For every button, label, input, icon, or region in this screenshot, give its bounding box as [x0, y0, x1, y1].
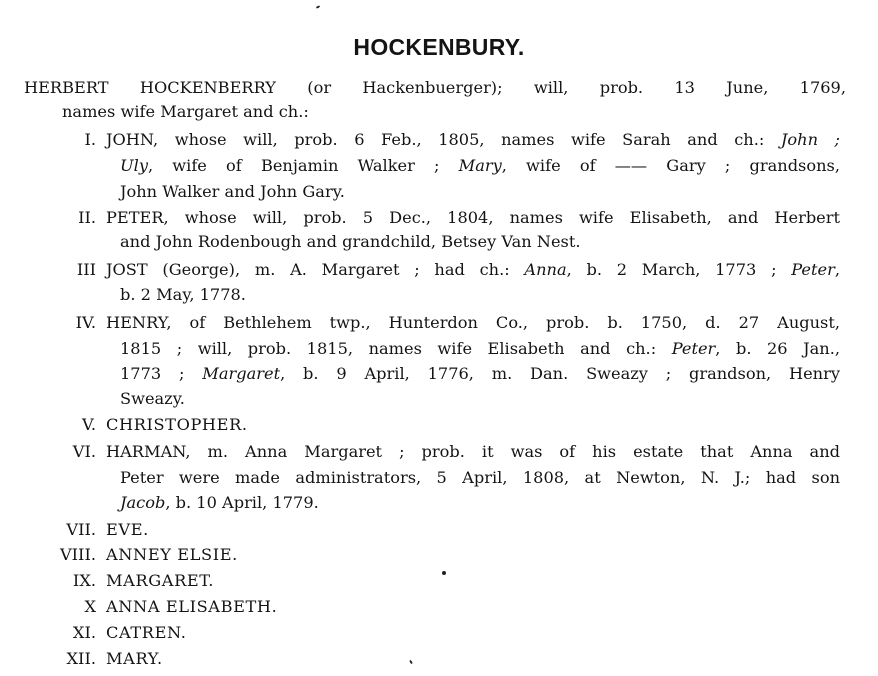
child-line: MARY. — [106, 649, 163, 668]
child-numeral: IX. — [72, 571, 96, 590]
child-line: ANNEY ELSIE. — [106, 545, 238, 564]
child-line: Jacob, b. 10 April, 1779. — [120, 493, 319, 512]
scan-speck — [442, 571, 446, 575]
child-numeral: VII. — [66, 520, 96, 539]
child-line: JOHN, whose will, prob. 6 Feb., 1805, names wife Sarah and ch.: John ; — [106, 130, 841, 149]
child-numeral: VIII. — [59, 545, 96, 564]
child-line: and John Rodenbough and grandchild, Betsey Van Nest. — [120, 232, 581, 251]
child-line: Peter were made administrators, 5 April, 1808, at Newton, N. J.; had son — [120, 468, 840, 487]
child-line: CHRISTOPHER. — [106, 415, 248, 434]
child-line: 1773 ; Margaret, b. 9 April, 1776, m. Dan. Sweazy ; grandson, Henry — [120, 364, 840, 383]
child-numeral: V. — [81, 415, 96, 434]
child-line: CATREN. — [106, 623, 187, 642]
intro-line-1: HERBERT HOCKENBERRY (or Hackenbuerger); will, prob. 13 June, 1769, — [24, 78, 846, 97]
child-numeral: X — [84, 597, 96, 616]
child-line: ANNA ELISABETH. — [106, 597, 278, 616]
child-numeral: IV. — [75, 313, 96, 332]
child-line: HENRY, of Bethlehem twp., Hunterdon Co., prob. b. 1750, d. 27 August, — [106, 313, 840, 332]
child-numeral: I. — [84, 130, 96, 149]
scan-speck — [409, 660, 413, 664]
child-line: PETER, whose will, prob. 5 Dec., 1804, names wife Elisabeth, and Herbert — [106, 208, 840, 227]
child-numeral: II. — [78, 208, 96, 227]
child-numeral: XII. — [66, 649, 96, 668]
child-numeral: III — [76, 260, 96, 279]
scan-speck — [316, 5, 320, 9]
child-line: HARMAN, m. Anna Margaret ; prob. it was of his estate that Anna and — [106, 442, 840, 461]
child-line: 1815 ; will, prob. 1815, names wife Elisabeth and ch.: Peter, b. 26 Jan., — [120, 339, 841, 358]
child-line: Sweazy. — [120, 389, 185, 408]
child-numeral: XI. — [72, 623, 96, 642]
child-line: Uly, wife of Benjamin Walker ; Mary, wife of —— Gary ; grandsons, — [120, 156, 840, 175]
child-line: MARGARET. — [106, 571, 215, 590]
child-line: EVE. — [106, 520, 149, 539]
intro-line-2: names wife Margaret and ch.: — [62, 102, 309, 121]
page-title: HOCKENBURY. — [353, 34, 525, 60]
child-line: b. 2 May, 1778. — [120, 285, 246, 304]
child-line: JOST (George), m. A. Margaret ; had ch.: Anna, b. 2 March, 1773 ; Peter, — [106, 260, 840, 279]
child-line: John Walker and John Gary. — [120, 182, 345, 201]
child-numeral: VI. — [72, 442, 96, 461]
